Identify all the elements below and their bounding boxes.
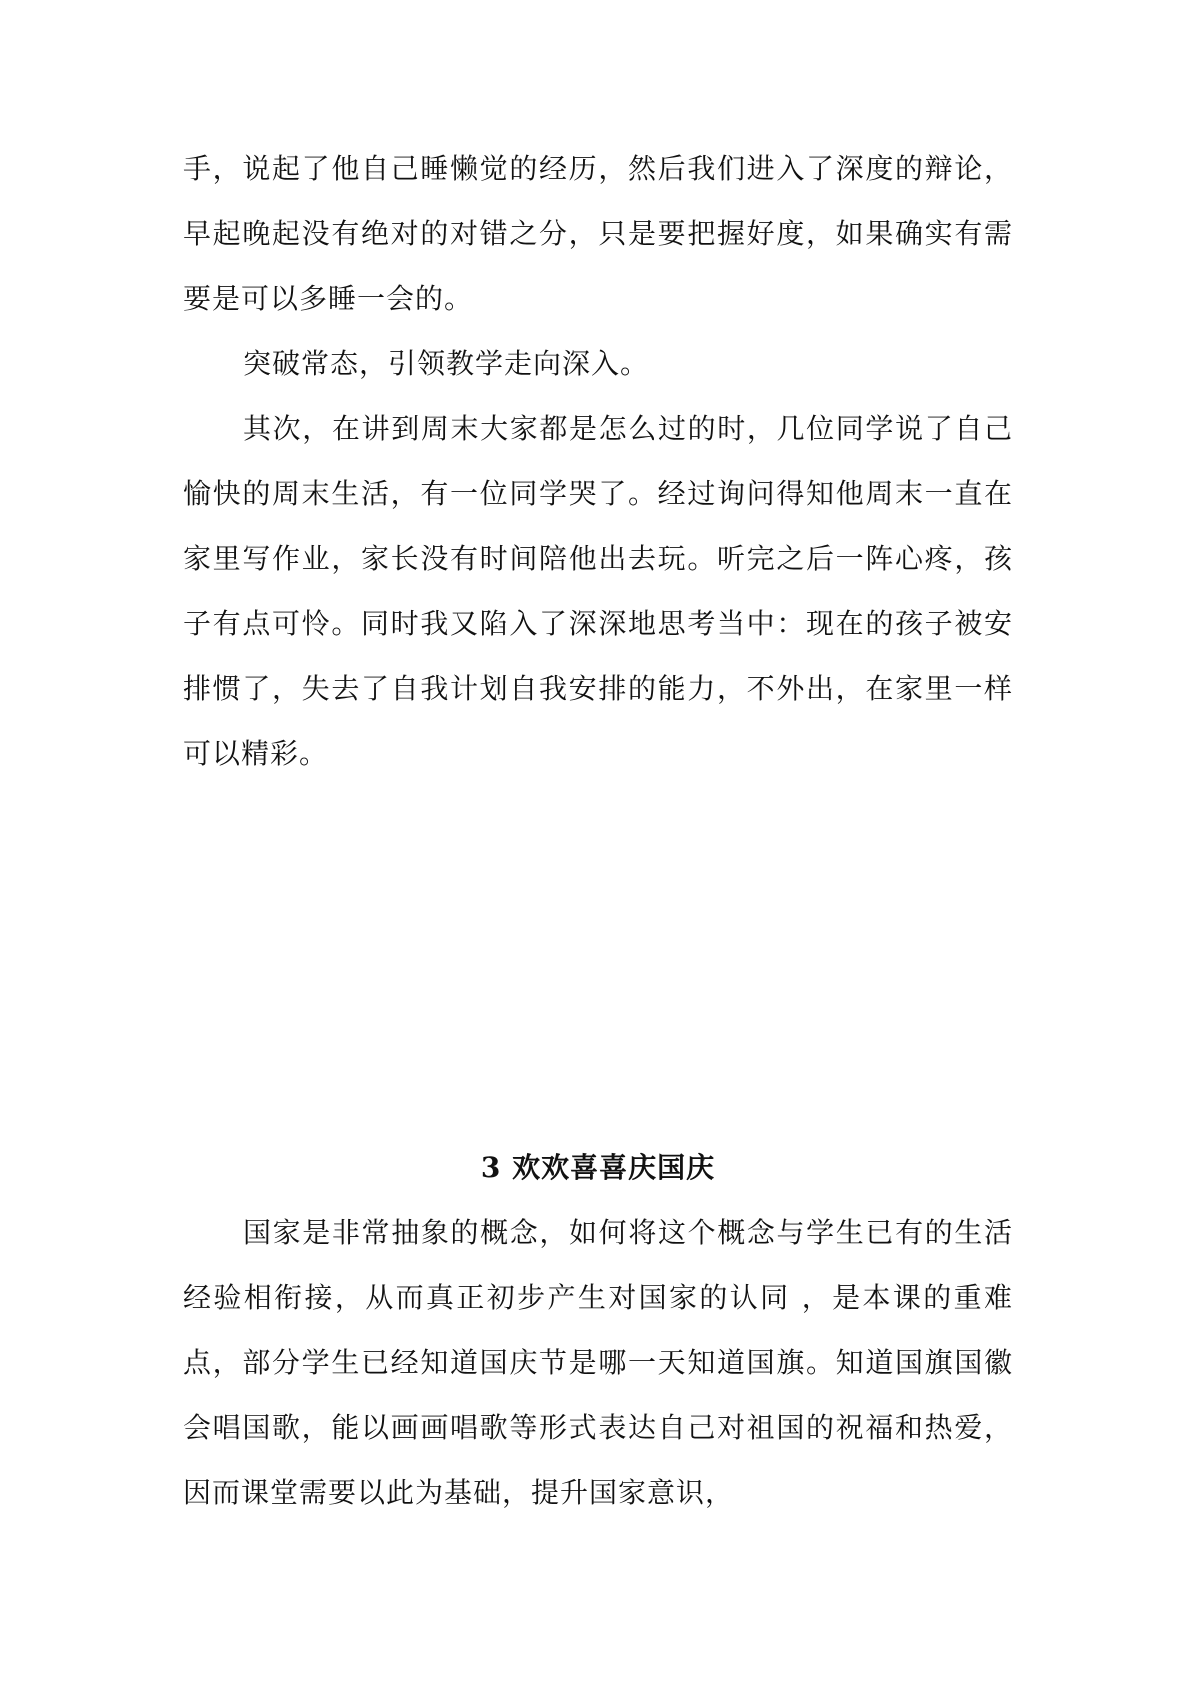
section-title: 3 欢欢喜喜庆国庆 [480,1151,716,1184]
paragraph-1: 手，说起了他自己睡懒觉的经历，然后我们进入了深度的辩论，早起晚起没有绝对的对错之分，只是要把握好度，如果确实有需要是可以多睡一会的。 [183,152,1013,315]
paragraph-2: 突破常态，引领教学走向深入。 [243,347,650,380]
document-section-1 [183,136,1013,786]
paragraph-3: 其次，在讲到周末大家都是怎么过的时，几位同学说了自己愉快的周末生活，有一位同学哭了。经过询问得知他周末一直在家里写作业，家长没有时间陪他出去玩。听完之后一阵心疼，孩子有点可怜。同时我又陷入了深深地思考当中：现在的孩子被安排惯了，失去了自我计划自我安排的能力，不外出，在家里一样可以精彩。 [183,412,1013,770]
document-section-2 [183,1200,1013,1525]
paragraph-4: 国家是非常抽象的概念，如何将这个概念与学生已有的生活经验相衔接，从而真正初步产生对国家的认同 ，是本课的重难点，部分学生已经知道国庆节是哪一天知道国旗。知道国旗国徽会唱国歌，能以画画唱歌等形式表达自己对祖国的祝福和热爱，因而课堂需要以此为基础，提升国家意识， [183,1216,1013,1509]
